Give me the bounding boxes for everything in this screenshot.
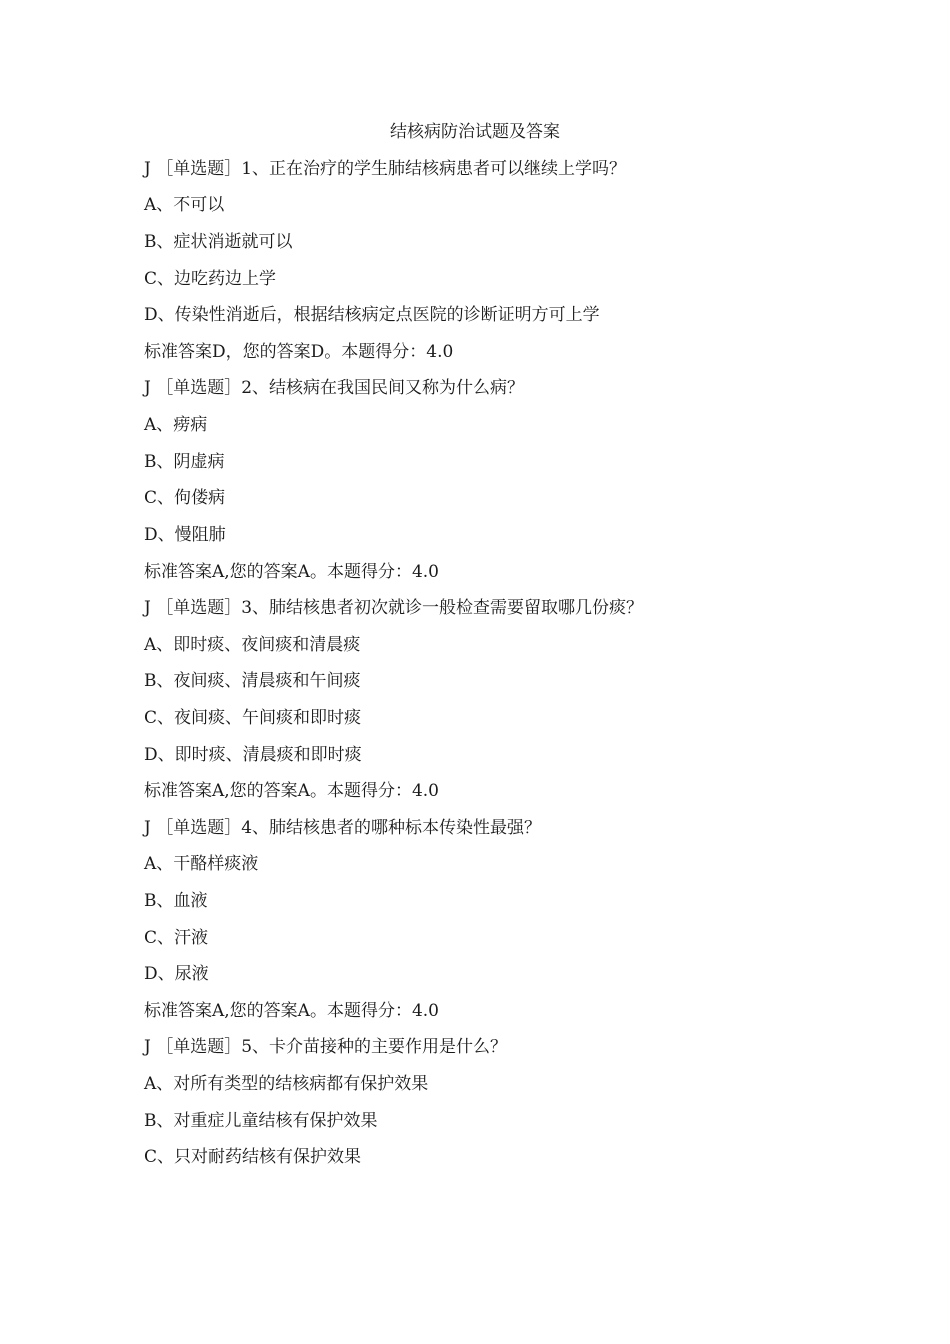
option-4a: A、干酪样痰液 [144, 854, 259, 874]
option-1d: D、传染性消逝后，根据结核病定点医院的诊断证明方可上学 [144, 305, 600, 325]
option-3a: A、即时痰、夜间痰和清晨痰 [144, 635, 361, 655]
document-title: 结核病防治试题及答案 [390, 122, 560, 142]
option-4b: B、血液 [144, 891, 208, 911]
question-3: J ［单选题］3、肺结核患者初次就诊一般检查需要留取哪几份痰？ [144, 598, 644, 618]
option-3b: B、夜间痰、清晨痰和午间痰 [144, 671, 361, 691]
option-4c: C、汗液 [144, 928, 209, 948]
option-2c: C、佝偻病 [144, 488, 226, 508]
question-5: J ［单选题］5、卡介苗接种的主要作用是什么？ [144, 1037, 508, 1057]
option-2a: A、痨病 [144, 415, 208, 435]
option-4d: D、尿液 [144, 964, 209, 984]
option-1c: C、边吃药边上学 [144, 269, 277, 289]
option-2d: D、慢阻肺 [144, 525, 226, 545]
option-2b: B、阴虚病 [144, 452, 225, 472]
question-4: J ［单选题］4、肺结核患者的哪种标本传染性最强？ [144, 818, 542, 838]
option-3d: D、即时痰、清晨痰和即时痰 [144, 745, 362, 765]
option-1b: B、症状消逝就可以 [144, 232, 293, 252]
answer-4: 标准答案A,您的答案A。本题得分：4.0 [144, 1001, 439, 1021]
option-5c: C、只对耐药结核有保护效果 [144, 1147, 362, 1167]
option-1a: A、不可以 [144, 195, 225, 215]
answer-3: 标准答案A,您的答案A。本题得分：4.0 [144, 781, 439, 801]
answer-2: 标准答案A,您的答案A。本题得分：4.0 [144, 562, 439, 582]
option-3c: C、夜间痰、午间痰和即时痰 [144, 708, 362, 728]
question-2: J ［单选题］2、结核病在我国民间又称为什么病？ [144, 378, 525, 398]
question-1: J ［单选题］1、正在治疗的学生肺结核病患者可以继续上学吗？ [144, 159, 627, 179]
option-5a: A、对所有类型的结核病都有保护效果 [144, 1074, 429, 1094]
answer-1: 标准答案D，您的答案D。本题得分：4.0 [144, 342, 454, 362]
option-5b: B、对重症儿童结核有保护效果 [144, 1111, 378, 1131]
